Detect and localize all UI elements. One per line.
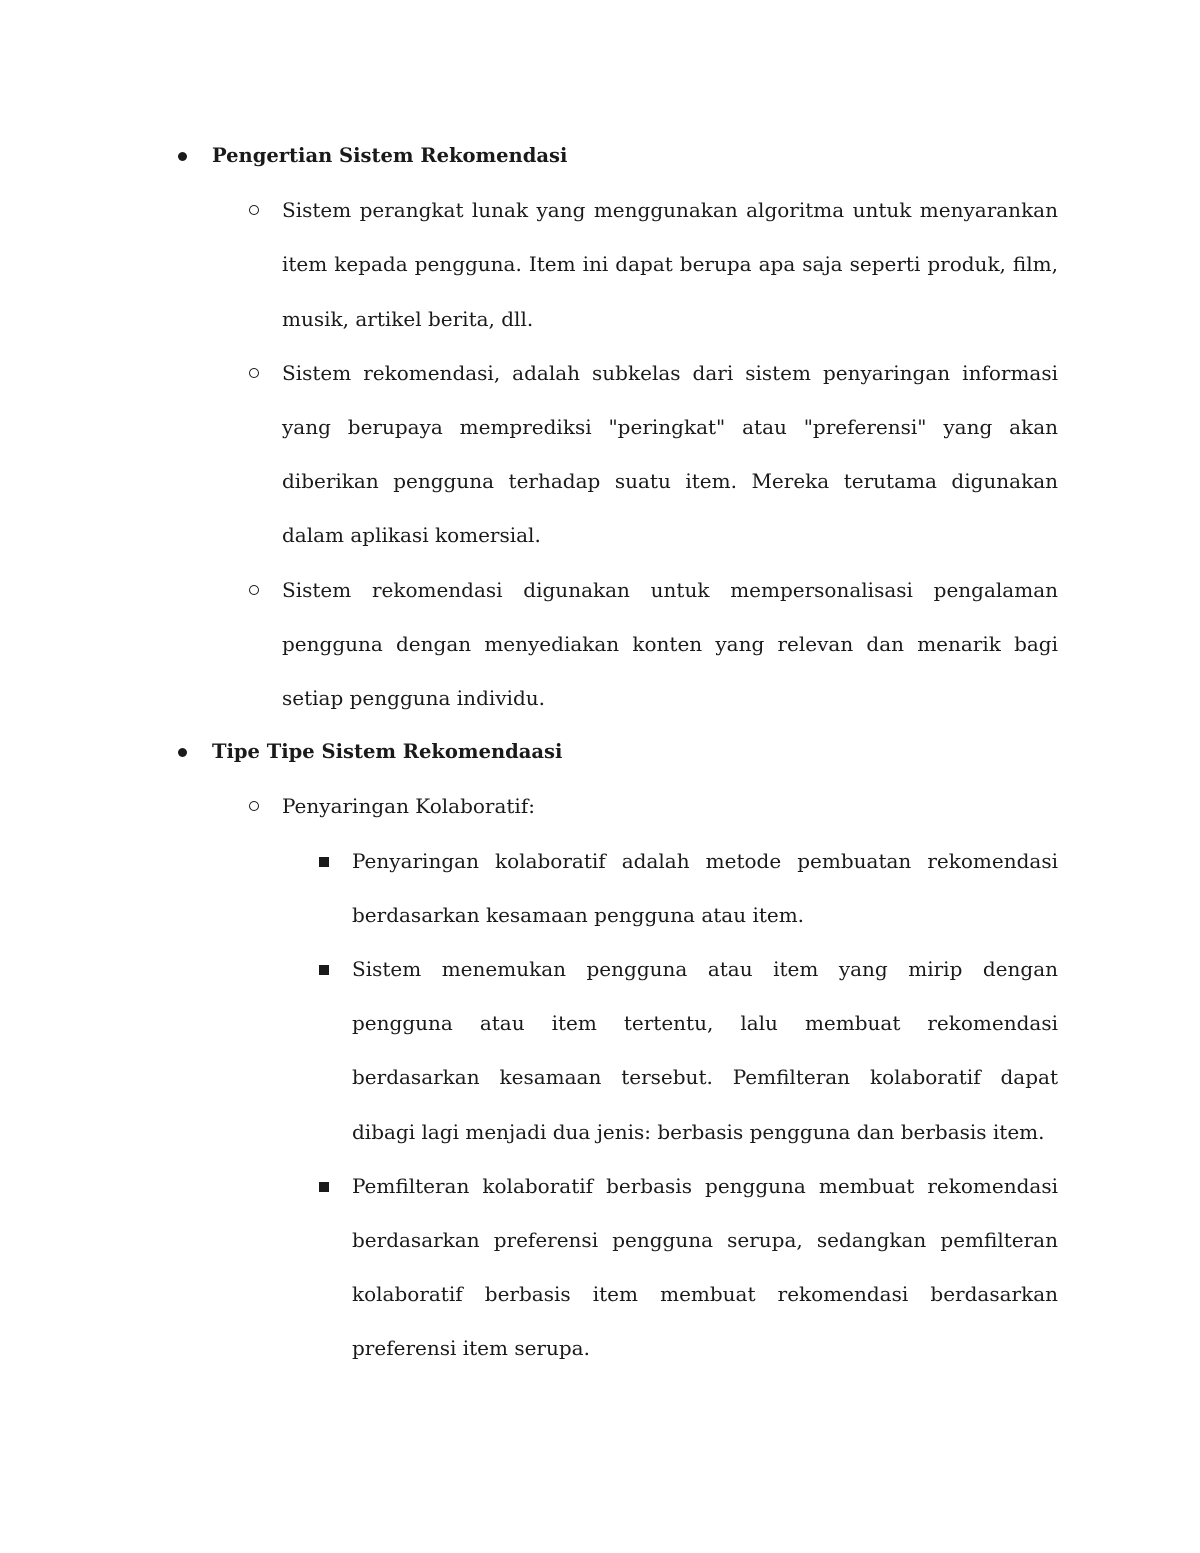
list-item bbox=[0, 563, 1058, 726]
document-content bbox=[0, 129, 1200, 1376]
list-item-text: Penyaringan kolaboratif adalah metode pembuatan rekomendasi berdasarkan kesamaan pengguna atau item. bbox=[352, 848, 1058, 927]
section-heading-pengertian bbox=[0, 129, 1058, 183]
heading-text: Pengertian Sistem Rekomendasi bbox=[212, 144, 568, 167]
list-item bbox=[0, 942, 1058, 1159]
list-item-text: Sistem menemukan pengguna atau item yang mirip dengan pengguna atau item tertentu, lalu membuat rekomendasi berdasarkan kesamaan tersebut. Pemfilteran kolaboratif dapat dibagi lagi menjadi dua jenis: berbasis pengguna dan berbasis item. bbox=[352, 957, 1058, 1144]
list-item bbox=[0, 183, 1058, 346]
list-item-text: Sistem rekomendasi, adalah subkelas dari sistem penyaringan informasi yang berupaya memprediksi "peringkat" atau "preferensi" yang akan diberikan pengguna terhadap suatu item. Mereka terutama digunakan dalam aplikasi komersial. bbox=[282, 360, 1058, 548]
list-item bbox=[0, 1159, 1058, 1376]
list-item bbox=[0, 779, 1058, 833]
heading-text: Tipe Tipe Sistem Rekomendaasi bbox=[212, 740, 563, 764]
list-item bbox=[0, 346, 1058, 563]
list-item-text: Sistem perangkat lunak yang menggunakan algoritma untuk menyarankan item kepada pengguna. Item ini dapat berupa apa saja seperti produk, film, musik, artikel berita, dll. bbox=[282, 198, 1058, 331]
subheading-text: Penyaringan Kolaboratif: bbox=[282, 794, 535, 819]
section-heading-tipe bbox=[0, 725, 1058, 779]
list-item bbox=[0, 834, 1058, 942]
list-item-text: Sistem rekomendasi digunakan untuk mempersonalisasi pengalaman pengguna dengan menyediakan konten yang relevan dan menarik bagi setiap pengguna individu. bbox=[282, 577, 1058, 711]
list-item-text: Pemfilteran kolaboratif berbasis pengguna membuat rekomendasi berdasarkan preferensi pengguna serupa, sedangkan pemfilteran kolaboratif berbasis item membuat rekomendasi berdasarkan preferensi item serupa. bbox=[352, 1173, 1058, 1361]
